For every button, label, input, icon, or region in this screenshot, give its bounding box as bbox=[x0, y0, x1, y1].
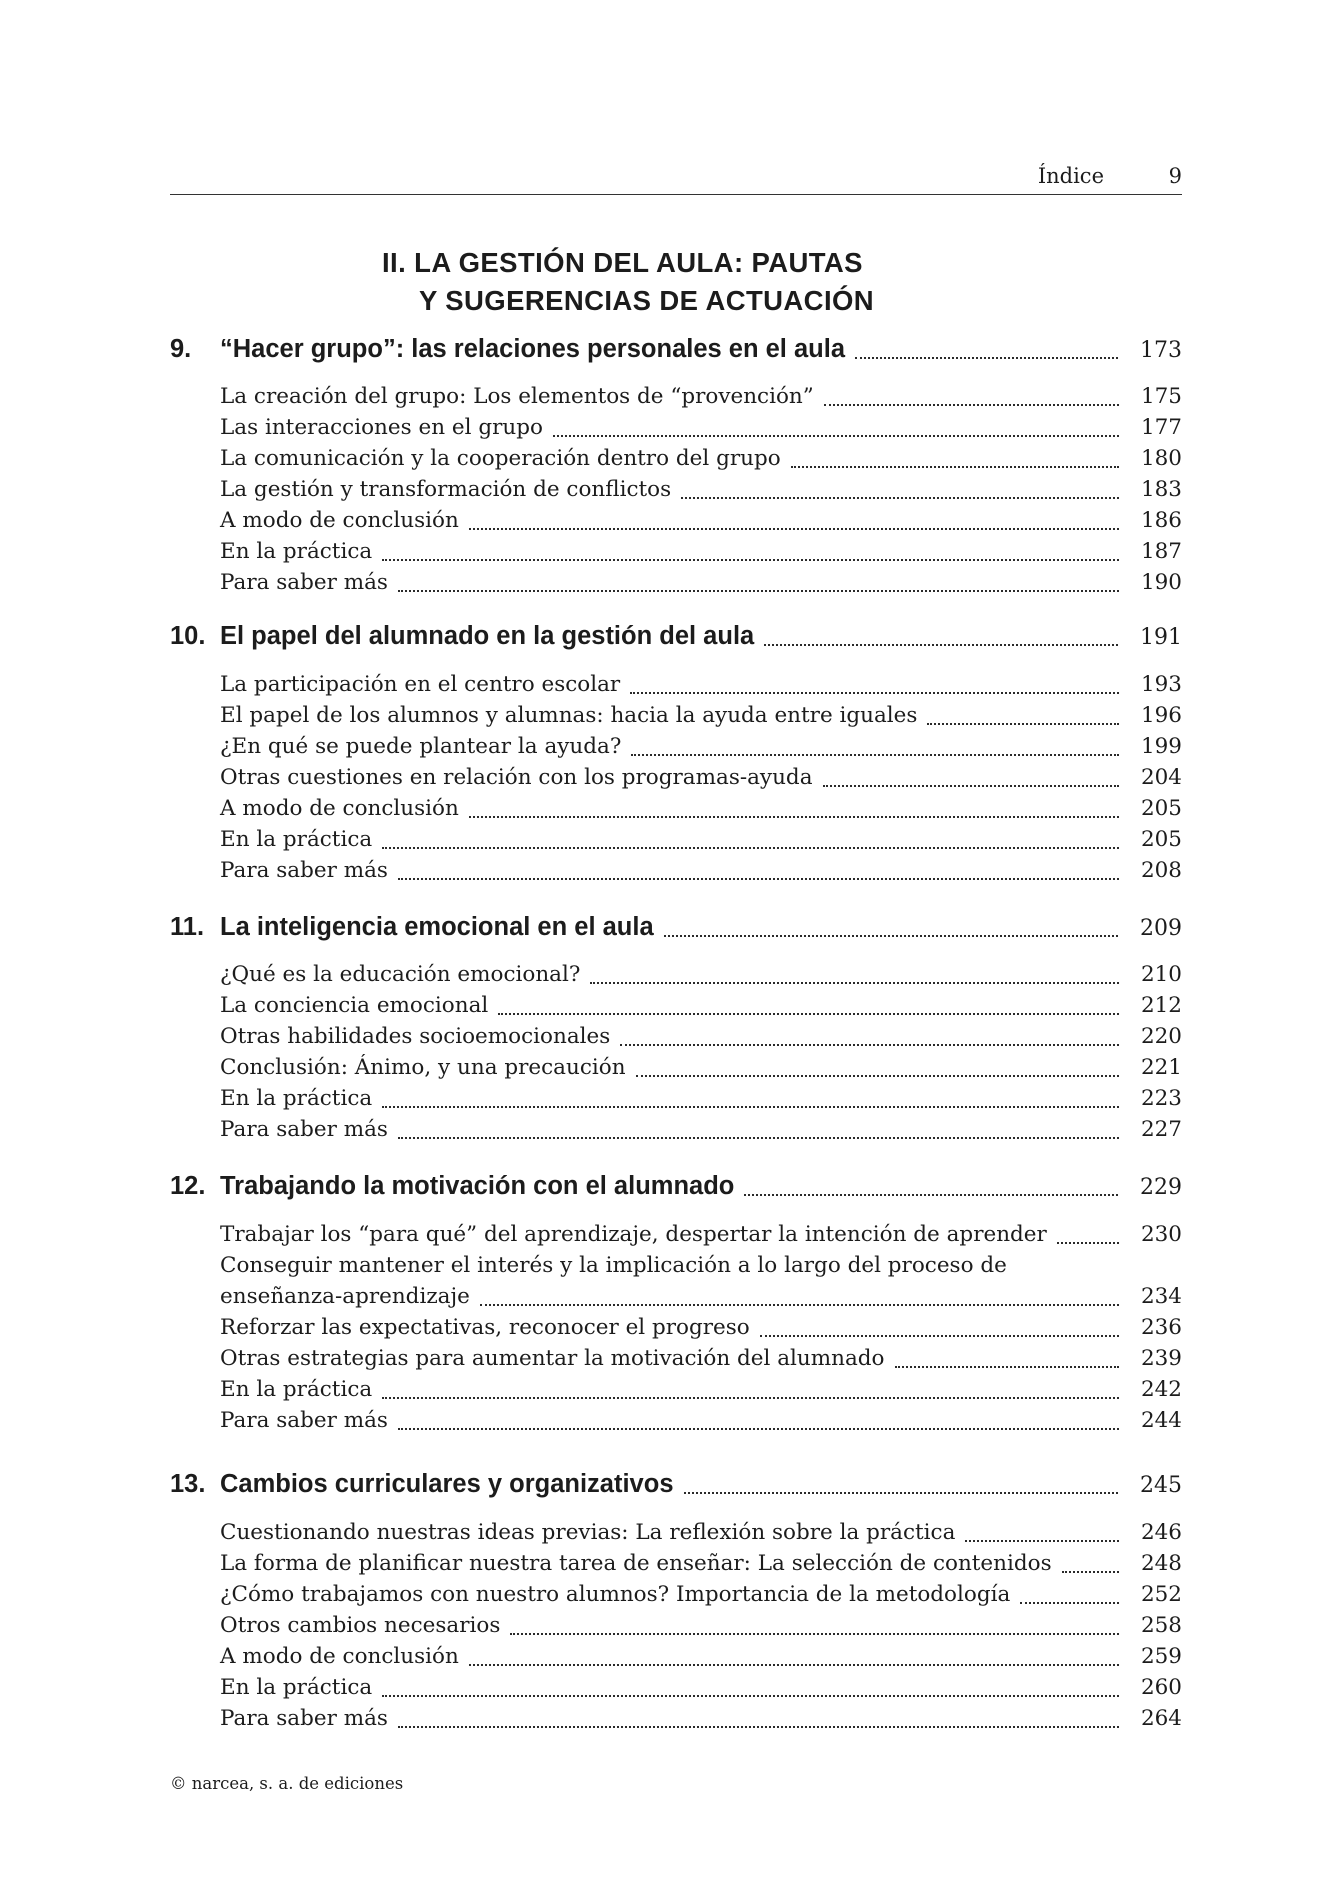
entry-title: A modo de conclusión bbox=[220, 1644, 459, 1669]
dot-leader bbox=[636, 1055, 1119, 1077]
dot-leader bbox=[382, 1377, 1119, 1399]
entry-title: En la práctica bbox=[220, 827, 373, 852]
toc-entry bbox=[220, 1706, 1182, 1736]
dot-leader bbox=[631, 734, 1119, 756]
entry-page: 221 bbox=[1140, 1055, 1182, 1080]
dot-leader bbox=[823, 765, 1119, 787]
entry-page: 234 bbox=[1140, 1284, 1182, 1309]
entry-title: En la práctica bbox=[220, 1086, 373, 1111]
entry-page: 236 bbox=[1140, 1315, 1182, 1340]
entry-page: 175 bbox=[1140, 384, 1182, 409]
entry-title: Las interacciones en el grupo bbox=[220, 415, 543, 440]
dot-leader bbox=[664, 913, 1118, 937]
toc-entry bbox=[220, 1346, 1182, 1376]
entry-title: Para saber más bbox=[220, 858, 388, 883]
chapter-title: Trabajando la motivación con el alumnado bbox=[220, 1172, 735, 1200]
entry-page: 242 bbox=[1140, 1377, 1182, 1402]
dot-leader bbox=[480, 1284, 1119, 1306]
dot-leader bbox=[630, 672, 1119, 694]
entry-page: 208 bbox=[1140, 858, 1182, 883]
toc-entry bbox=[220, 1644, 1182, 1674]
chapter-heading bbox=[170, 1470, 1182, 1506]
dot-leader bbox=[760, 1315, 1119, 1337]
dot-leader bbox=[895, 1346, 1119, 1368]
chapter-title: La inteligencia emocional en el aula bbox=[220, 913, 654, 941]
entry-page: 183 bbox=[1140, 477, 1182, 502]
dot-leader bbox=[824, 384, 1119, 406]
toc-entry bbox=[220, 477, 1182, 507]
dot-leader bbox=[398, 858, 1119, 880]
entry-title: La participación en el centro escolar bbox=[220, 672, 621, 697]
toc-entry bbox=[220, 1055, 1182, 1085]
dot-leader bbox=[620, 1024, 1119, 1046]
toc-entry bbox=[220, 703, 1182, 733]
chapter-number: 9. bbox=[170, 335, 192, 363]
entry-title: La creación del grupo: Los elementos de “provención” bbox=[220, 384, 814, 409]
dot-leader bbox=[382, 539, 1119, 561]
part-title-line-2: Y SUGERENCIAS DE ACTUACIÓN bbox=[419, 285, 875, 316]
toc-entry bbox=[220, 962, 1182, 992]
toc-entry bbox=[220, 1613, 1182, 1643]
entry-title: Cuestionando nuestras ideas previas: La reflexión sobre la práctica bbox=[220, 1520, 956, 1545]
chapter-page: 191 bbox=[1140, 625, 1182, 650]
entry-title: Para saber más bbox=[220, 1706, 388, 1731]
entry-title: ¿Qué es la educación emocional? bbox=[220, 962, 581, 987]
chapter-page: 209 bbox=[1140, 916, 1182, 941]
entry-page: 186 bbox=[1140, 508, 1182, 533]
entry-page: 212 bbox=[1140, 993, 1182, 1018]
toc-entry bbox=[220, 1408, 1182, 1438]
entry-title: Para saber más bbox=[220, 570, 388, 595]
entry-page: 227 bbox=[1140, 1117, 1182, 1142]
toc-entry bbox=[220, 1551, 1182, 1581]
toc-entry bbox=[220, 508, 1182, 538]
entry-page: 230 bbox=[1140, 1222, 1182, 1247]
running-head-title: Índice bbox=[1037, 164, 1104, 188]
entry-title: Otros cambios necesarios bbox=[220, 1613, 501, 1638]
entry-page: 259 bbox=[1140, 1644, 1182, 1669]
entry-title: Otras estrategias para aumentar la motivación del alumnado bbox=[220, 1346, 885, 1371]
entry-title: Otras cuestiones en relación con los programas-ayuda bbox=[220, 765, 813, 790]
entry-title: En la práctica bbox=[220, 539, 373, 564]
chapter-heading bbox=[170, 335, 1182, 371]
dot-leader bbox=[510, 1613, 1119, 1635]
dot-leader bbox=[1062, 1551, 1119, 1573]
entry-page: 205 bbox=[1140, 827, 1182, 852]
chapter-heading bbox=[170, 913, 1182, 949]
dot-leader bbox=[684, 1470, 1118, 1494]
toc-entry bbox=[220, 1315, 1182, 1345]
entry-title: Para saber más bbox=[220, 1408, 388, 1433]
toc-entry bbox=[220, 858, 1182, 888]
dot-leader bbox=[764, 622, 1118, 646]
entry-title-continuation: enseñanza-aprendizaje bbox=[220, 1284, 470, 1309]
toc-entry bbox=[220, 539, 1182, 569]
entry-title: La gestión y transformación de conflictos bbox=[220, 477, 672, 502]
entry-title: Trabajar los “para qué” del aprendizaje, despertar la intención de aprender bbox=[220, 1222, 1047, 1247]
entry-page: 187 bbox=[1140, 539, 1182, 564]
toc-entry bbox=[220, 1086, 1182, 1116]
dot-leader bbox=[398, 1408, 1119, 1430]
chapter-heading bbox=[170, 622, 1182, 658]
toc-entry bbox=[220, 1253, 1182, 1314]
entry-title: Reforzar las expectativas, reconocer el progreso bbox=[220, 1315, 750, 1340]
entry-title: La conciencia emocional bbox=[220, 993, 489, 1018]
toc-entry bbox=[220, 1024, 1182, 1054]
dot-leader bbox=[1020, 1582, 1119, 1604]
toc-entry bbox=[220, 415, 1182, 445]
chapter-page: 245 bbox=[1140, 1473, 1182, 1498]
dot-leader bbox=[855, 335, 1118, 359]
entry-page: 248 bbox=[1140, 1551, 1182, 1576]
dot-leader bbox=[553, 415, 1119, 437]
dot-leader bbox=[498, 993, 1119, 1015]
chapter-number: 10. bbox=[170, 622, 206, 650]
dot-leader bbox=[469, 796, 1119, 818]
toc-entry bbox=[220, 1222, 1182, 1252]
dot-leader bbox=[965, 1520, 1119, 1542]
toc-entry bbox=[220, 570, 1182, 600]
toc-entry bbox=[220, 1582, 1182, 1612]
copyright-footer: © narcea, s. a. de ediciones bbox=[170, 1774, 404, 1793]
entry-title: La forma de planificar nuestra tarea de enseñar: La selección de contenidos bbox=[220, 1551, 1052, 1576]
entry-page: 193 bbox=[1140, 672, 1182, 697]
dot-leader bbox=[744, 1172, 1118, 1196]
entry-page: 223 bbox=[1140, 1086, 1182, 1111]
entry-title: En la práctica bbox=[220, 1377, 373, 1402]
dot-leader bbox=[382, 1086, 1119, 1108]
dot-leader bbox=[398, 1706, 1119, 1728]
entry-title: Conclusión: Ánimo, y una precaución bbox=[220, 1055, 626, 1080]
toc-entry bbox=[220, 1117, 1182, 1147]
entry-title: ¿Cómo trabajamos con nuestro alumnos? Importancia de la metodología bbox=[220, 1582, 1011, 1607]
chapter-heading bbox=[170, 1172, 1182, 1208]
entry-title: Para saber más bbox=[220, 1117, 388, 1142]
entry-page: 205 bbox=[1140, 796, 1182, 821]
dot-leader bbox=[469, 1644, 1119, 1666]
entry-page: 204 bbox=[1140, 765, 1182, 790]
entry-title: La comunicación y la cooperación dentro del grupo bbox=[220, 446, 781, 471]
entry-page: 190 bbox=[1140, 570, 1182, 595]
entry-page: 220 bbox=[1140, 1024, 1182, 1049]
chapter-title: El papel del alumnado en la gestión del aula bbox=[220, 622, 755, 650]
toc-entry bbox=[220, 827, 1182, 857]
entry-title: ¿En qué se puede plantear la ayuda? bbox=[220, 734, 622, 759]
toc-entry bbox=[220, 384, 1182, 414]
entry-page: 199 bbox=[1140, 734, 1182, 759]
dot-leader bbox=[791, 446, 1119, 468]
toc-entry bbox=[220, 446, 1182, 476]
entry-title: Otras habilidades socioemocionales bbox=[220, 1024, 611, 1049]
toc-entry bbox=[220, 765, 1182, 795]
entry-page: 264 bbox=[1140, 1706, 1182, 1731]
chapter-page: 173 bbox=[1140, 338, 1182, 363]
toc-entry bbox=[220, 672, 1182, 702]
dot-leader bbox=[398, 1117, 1119, 1139]
toc-entry bbox=[220, 1675, 1182, 1705]
toc-entry bbox=[220, 796, 1182, 826]
entry-page: 196 bbox=[1140, 703, 1182, 728]
entry-title: Conseguir mantener el interés y la implicación a lo largo del proceso de bbox=[220, 1253, 1007, 1278]
chapter-page: 229 bbox=[1140, 1175, 1182, 1200]
toc-entry bbox=[220, 993, 1182, 1023]
entry-page: 210 bbox=[1140, 962, 1182, 987]
dot-leader bbox=[927, 703, 1119, 725]
entry-title: A modo de conclusión bbox=[220, 796, 459, 821]
entry-page: 177 bbox=[1140, 415, 1182, 440]
entry-page: 244 bbox=[1140, 1408, 1182, 1433]
entry-page: 258 bbox=[1140, 1613, 1182, 1638]
dot-leader bbox=[1057, 1222, 1119, 1244]
dot-leader bbox=[590, 962, 1119, 984]
entry-page: 252 bbox=[1140, 1582, 1182, 1607]
part-title-line-1: II. LA GESTIÓN DEL AULA: PAUTAS bbox=[382, 247, 863, 278]
toc-entry bbox=[220, 734, 1182, 764]
dot-leader bbox=[382, 827, 1119, 849]
entry-page: 180 bbox=[1140, 446, 1182, 471]
page-number: 9 bbox=[1168, 164, 1182, 188]
entry-title: A modo de conclusión bbox=[220, 508, 459, 533]
chapter-title: Cambios curriculares y organizativos bbox=[220, 1470, 674, 1498]
entry-title: En la práctica bbox=[220, 1675, 373, 1700]
dot-leader bbox=[469, 508, 1119, 530]
toc-entry bbox=[220, 1520, 1182, 1550]
entry-page: 260 bbox=[1140, 1675, 1182, 1700]
entry-title: El papel de los alumnos y alumnas: hacia la ayuda entre iguales bbox=[220, 703, 918, 728]
entry-page: 239 bbox=[1140, 1346, 1182, 1371]
dot-leader bbox=[681, 477, 1119, 499]
chapter-title: “Hacer grupo”: las relaciones personales en el aula bbox=[220, 335, 845, 363]
toc-entry bbox=[220, 1377, 1182, 1407]
entry-page: 246 bbox=[1140, 1520, 1182, 1545]
chapter-number: 12. bbox=[170, 1172, 206, 1200]
dot-leader bbox=[382, 1675, 1119, 1697]
chapter-number: 11. bbox=[170, 913, 205, 941]
dot-leader bbox=[398, 570, 1119, 592]
chapter-number: 13. bbox=[170, 1470, 206, 1498]
running-head bbox=[170, 164, 1182, 195]
